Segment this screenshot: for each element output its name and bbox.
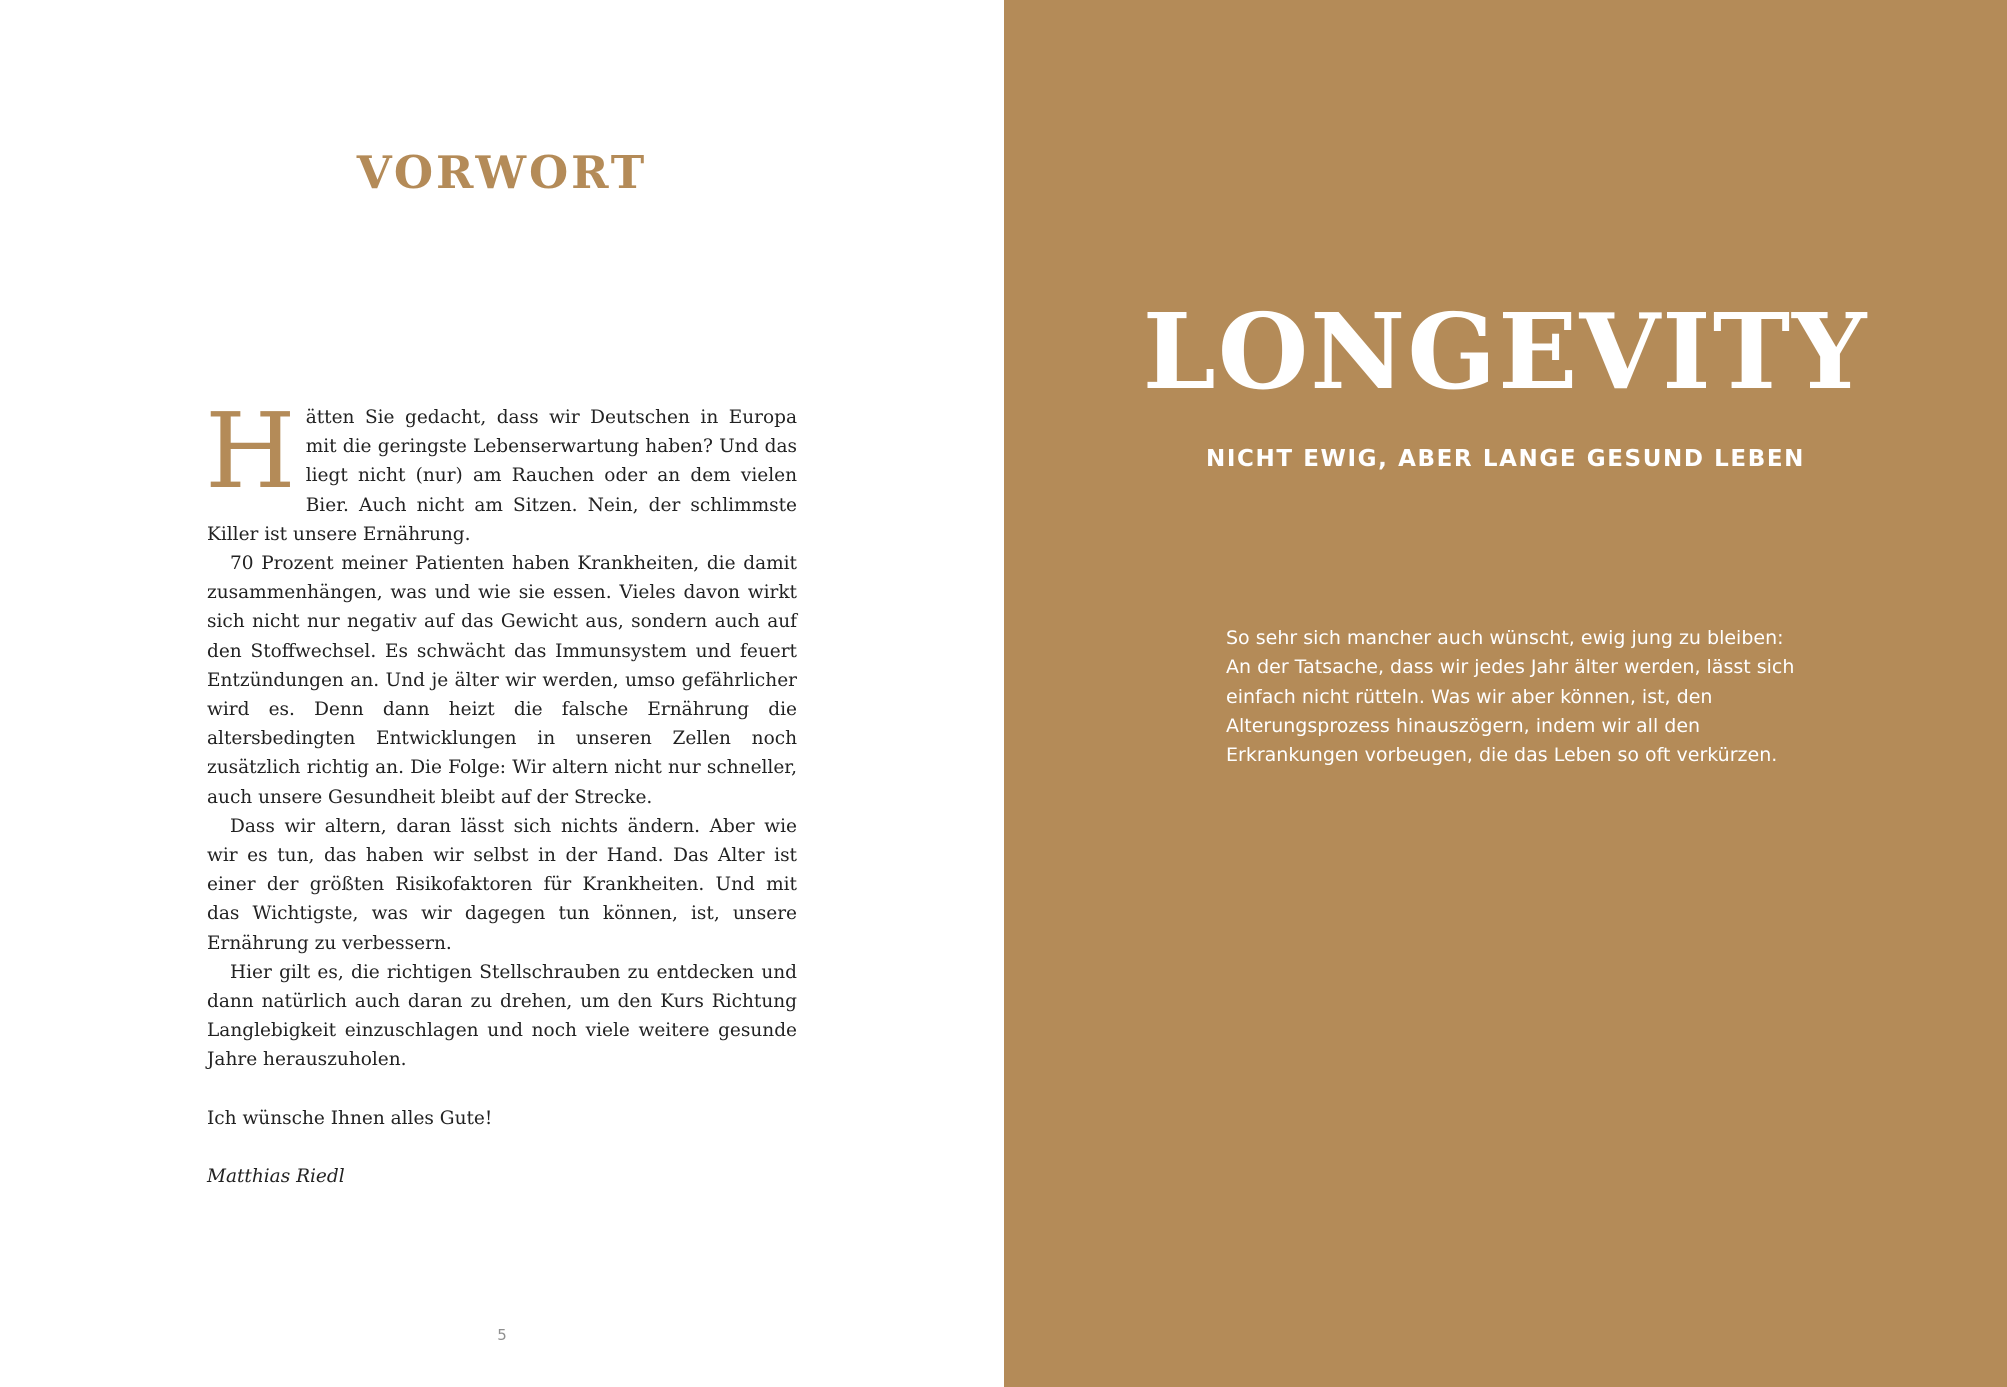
paragraph-1-text: ätten Sie gedacht, dass wir Deutschen in Europa mit die geringste Lebenserwartung haben? Und das liegt nicht (nur) am Rauchen oder an dem vielen Bier. Auch nicht am Sitzen. Nein, der schlimmste Killer ist unsere Ernährung.	[207, 407, 797, 545]
paragraph-4: Hier gilt es, die richtigen Stellschrauben zu entdecken und dann natürlich auch daran zu drehen, um den Kurs Richtung Langlebigkeit einzuschlagen und noch viele weitere gesunde Jahre herauszuholen.	[207, 961, 797, 1071]
paragraph-1	[205, 390, 797, 549]
paragraph-3: Dass wir altern, daran lässt sich nichts ändern. Aber wie wir es tun, das haben wir selbst in der Hand. Das Alter ist einer der größten Risikofaktoren für Krankheiten. Und mit das Wichtigste, was wir dagegen tun können, ist, unsere Ernährung zu verbessern.	[207, 815, 797, 954]
chapter-subtitle: NICHT EWIG, ABER LANGE GESUND LEBEN	[1206, 446, 1805, 472]
right-page	[1004, 0, 2007, 1387]
page-number: 5	[497, 1326, 507, 1344]
chapter-title: LONGEVITY	[1142, 290, 1869, 413]
foreword-body	[205, 390, 797, 1191]
page-title: VORWORT	[356, 146, 648, 199]
closing-line: Ich wünsche Ihnen alles Gute!	[207, 1107, 493, 1129]
author-signature: Matthias Riedl	[207, 1165, 345, 1187]
chapter-intro: So sehr sich mancher auch wünscht, ewig jung zu bleiben: An der Tatsache, dass wir jedes Jahr älter werden, lässt sich einfach nicht rütteln. Was wir aber können, ist, den Alterungsprozess hinauszögern, indem wir all den Erkrankungen vorbeugen, die das Leben so oft verkürzen.	[1226, 627, 1795, 767]
drop-cap: H	[205, 390, 296, 512]
paragraph-2: 70 Prozent meiner Patienten haben Krankheiten, die damit zusammenhängen, was und wie sie essen. Vieles davon wirkt sich nicht nur negativ auf das Gewicht aus, sondern auch auf den Stoffwechsel. Es schwächt das Immunsystem und feuert Entzündungen an. Und je älter wir werden, umso gefährlicher wird es. Denn dann heizt die falsche Ernährung die altersbedingten Entwicklungen in unseren Zellen noch zusätzlich richtig an. Die Folge: Wir altern nicht nur schneller, auch unsere Gesundheit bleibt auf der Strecke.	[207, 553, 797, 808]
